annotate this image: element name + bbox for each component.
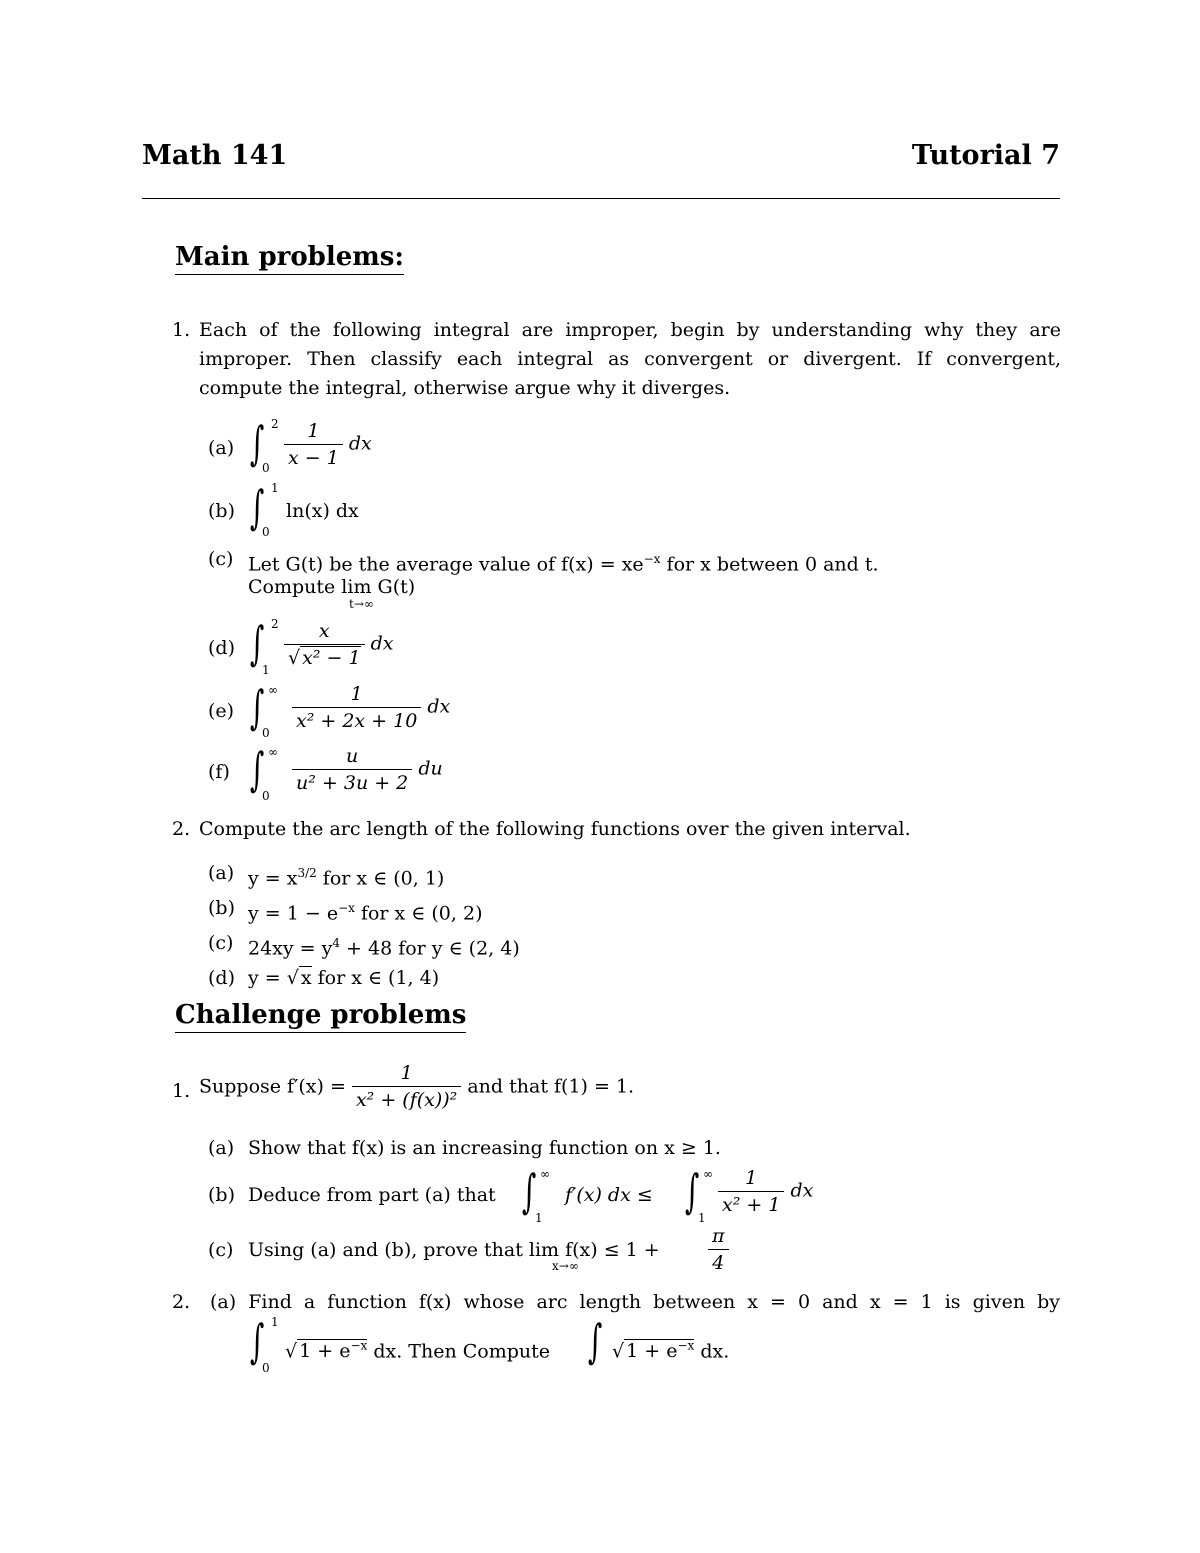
c1c-label: (c) (208, 1239, 234, 1261)
p1e-fraction: $\frac{1}{\text{x² + 2x + 10}}$ dx (292, 681, 450, 734)
upper-limit: 2 (271, 617, 279, 631)
upper-limit: ∞ (703, 1167, 713, 1181)
p2b-label: (b) (208, 897, 235, 919)
lower-limit: 1 (698, 1211, 706, 1225)
indefinite-integral-sign: ∫ (588, 1314, 603, 1368)
course-title: Math 141 (142, 140, 288, 171)
c1b-middle: f′(x) dx ≤ (565, 1184, 653, 1206)
upper-limit: 2 (271, 417, 279, 431)
p1d-label: (d) (208, 637, 235, 659)
challenge-2-line2-end: √ $1 + e^{-x}$ dx. (612, 1339, 730, 1363)
p2d-label: (d) (208, 967, 235, 989)
c1b-label: (b) (208, 1184, 235, 1206)
upper-limit: ∞ (540, 1167, 550, 1181)
upper-limit: 1 (271, 481, 279, 495)
p1b-expression: ln(x) dx (286, 500, 359, 522)
integral-sign: ∫ (250, 1314, 265, 1368)
lower-limit: 0 (262, 461, 270, 475)
integral-sign: ∫ (250, 616, 265, 670)
challenge-2-number: 2. (172, 1291, 191, 1313)
p1a-label: (a) (208, 437, 235, 459)
lower-limit: 0 (262, 1361, 270, 1375)
challenge-2-line1: (a) Find a function f(x) whose arc length between x = 0 and x = 1 is given by (210, 1291, 1060, 1313)
p2c-text: $24xy = y^4 + 48$ for y ∈ (2, 4) (248, 936, 520, 960)
integral-sign: ∫ (250, 480, 265, 534)
p2b-text: $y = 1 - e^{-x}$ for x ∈ (0, 2) (248, 901, 483, 925)
c1b-text: Deduce from part (a) that (248, 1184, 496, 1206)
p1c-label: (c) (208, 548, 234, 570)
c1c-limit-sub: x→∞ (552, 1259, 579, 1273)
challenge-1-statement: Suppose f′(x) = $\frac{1}{\text{x² + (f(x))²}}$ and that f(1) = 1. (199, 1062, 635, 1111)
header-rule (142, 198, 1060, 199)
problem-2-text: Compute the arc length of the following functions over the given interval. (199, 818, 911, 840)
p1e-label: (e) (208, 700, 235, 722)
integral-sign: ∫ (250, 416, 265, 470)
upper-limit: ∞ (268, 683, 278, 697)
lower-limit: 0 (262, 789, 270, 803)
p1c-limit-text: Compute lim G(t) (248, 576, 416, 598)
c1a-text: Show that f(x) is an increasing function on x ≥ 1. (248, 1137, 721, 1159)
upper-limit: ∞ (268, 745, 278, 759)
p1f-fraction: $\frac{u}{\text{u² + 3u + 2}}$ du (292, 743, 443, 796)
problem-1-number: 1. (172, 319, 191, 341)
lower-limit: 1 (262, 663, 270, 677)
lower-limit: 1 (535, 1211, 543, 1225)
c1b-fraction: $\frac{1}{\text{x² + 1}}$ dx (718, 1165, 813, 1218)
integral-sign: ∫ (250, 742, 265, 796)
p1a-fraction: $\frac{1}{x - 1}$ dx (284, 418, 372, 471)
p1b-label: (b) (208, 500, 235, 522)
integral-sign: ∫ (250, 680, 265, 734)
c1c-text: Using (a) and (b), prove that lim f(x) ≤ 1 + (248, 1239, 660, 1261)
challenge-1-number: 1. (172, 1080, 191, 1102)
p2d-text: y = √ x for x ∈ (1, 4) (248, 967, 440, 989)
integral-sign: ∫ (522, 1164, 537, 1218)
c1c-fraction: $\frac{\pi}{4}$ (708, 1223, 729, 1276)
lower-limit: 0 (262, 726, 270, 740)
problem-2-number: 2. (172, 818, 191, 840)
integral-sign: ∫ (685, 1164, 700, 1218)
p1c-limit-sub: t→∞ (349, 597, 374, 611)
p1c-text: Let G(t) be the average value of $f(x) = xe^{-x}$ for x between 0 and t. (248, 552, 879, 576)
lower-limit: 0 (262, 525, 270, 539)
tutorial-number: Tutorial 7 (911, 140, 1060, 171)
challenge-2-line2: √ $1 + e^{-x}$ dx. Then Compute (285, 1339, 550, 1363)
upper-limit: 1 (271, 1315, 279, 1329)
p2a-label: (a) (208, 862, 235, 884)
c1a-label: (a) (208, 1137, 235, 1159)
p1d-fraction: $\frac{x}{\text{√ x² − 1}}$ dx (284, 618, 393, 671)
problem-1-text: Each of the following integral are improper, begin by understanding why they are improper. Then classify each integral as convergent or divergent. If convergent, compute the integral, otherwise argue why it diverges. (199, 319, 1061, 399)
main-problems-heading: Main problems: (175, 242, 404, 275)
p2a-text: $y = x^{3/2}$ for x ∈ (0, 1) (248, 866, 445, 890)
p1f-label: (f) (208, 761, 230, 783)
p2c-label: (c) (208, 932, 234, 954)
challenge-heading: Challenge problems (175, 1000, 466, 1033)
